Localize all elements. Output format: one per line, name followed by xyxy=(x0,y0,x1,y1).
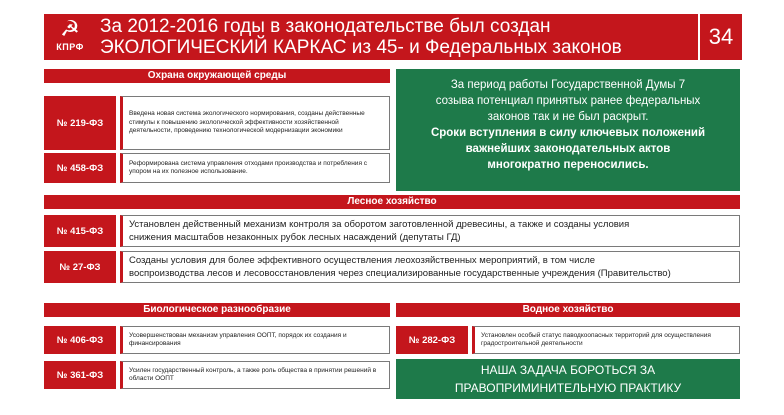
law-number: № 361-ФЗ xyxy=(44,361,116,389)
info-bold-line-2: важнейших законодательных актов xyxy=(465,143,671,155)
logo-abbreviation: КПРФ xyxy=(56,42,84,52)
law-number: № 458-ФЗ xyxy=(44,153,116,183)
info-box xyxy=(396,69,740,191)
law-text-line-2: воспроизводства лесов и лесовосстановления через специализированные государственные учреждения (Правительство) xyxy=(129,268,671,279)
biodiversity-heading: Биологическое разнообразие xyxy=(44,303,390,317)
kprf-logo xyxy=(50,17,90,57)
law-description: Реформирована система управления отходами производства и потребления с упором на их полезное использование. xyxy=(120,153,390,183)
info-line-1: За период работы Государственной Думы 7 xyxy=(450,79,686,91)
title-line-1: За 2012-2016 годы в законодательстве был создан xyxy=(100,16,551,37)
law-number: № 282-ФЗ xyxy=(396,326,468,354)
title-line-2: ЭКОЛОГИЧЕСКИЙ КАРКАС из 45- и Федеральных законов xyxy=(100,37,622,58)
law-row-219 xyxy=(44,96,390,150)
law-description: Усилен государственный контроль, а также роль общества в принятии решений в области ООПТ xyxy=(120,361,390,389)
info-line-3: законов так и не был раскрыт. xyxy=(487,111,649,123)
hammer-sickle-icon: ☭ xyxy=(60,16,80,41)
page-number: 34 xyxy=(698,14,742,60)
law-row-458 xyxy=(44,153,390,183)
law-number: № 219-ФЗ xyxy=(44,96,116,150)
forestry-heading: Лесное хозяйство xyxy=(44,195,740,209)
law-number: № 27-ФЗ xyxy=(44,251,116,283)
law-description xyxy=(120,251,740,283)
law-text-line-2: снижения масштабов незаконных рубок лесных насаждений (депутаты ГД) xyxy=(129,232,461,243)
law-number: № 415-ФЗ xyxy=(44,215,116,247)
law-text-line-1: Созданы условия для более эффективного осуществления леохозяйственных мероприятий, в том числе xyxy=(129,255,596,266)
task-line-2: ПРАВОПРИМИНИТЕЛЬНУЮ ПРАКТИКУ xyxy=(454,381,682,395)
law-number: № 406-ФЗ xyxy=(44,326,116,354)
law-row-415 xyxy=(44,215,740,247)
law-row-361 xyxy=(44,361,390,389)
task-line-1: НАША ЗАДАЧА БОРОТЬСЯ ЗА xyxy=(480,363,656,377)
slide-title xyxy=(100,16,700,58)
law-row-282 xyxy=(396,326,740,354)
law-description: Усовершенствован механизм управления ООПТ, порядок их создания и финансирования xyxy=(120,326,390,354)
law-row-406 xyxy=(44,326,390,354)
info-line-2: созыва потенциал принятых ранее федеральных xyxy=(435,95,701,107)
environment-heading: Охрана окружающей среды xyxy=(44,69,390,83)
info-bold-line-1: Сроки вступления в силу ключевых положений xyxy=(430,127,706,139)
law-description xyxy=(120,215,740,247)
law-description: Введена новая система экологического нормирования, созданы действенные стимулы к повышению экологической эффективности хозяйственной деятельности, проведению технологической модернизации экономики xyxy=(120,96,390,150)
task-box xyxy=(396,359,740,399)
slide-header xyxy=(44,14,740,60)
info-bold-line-3: многократно переносились. xyxy=(487,159,649,171)
law-row-27 xyxy=(44,251,740,283)
water-heading: Водное хозяйство xyxy=(396,303,740,317)
law-description: Установлен особый статус паводкоопасных территорий для осуществления градостроительной деятельности xyxy=(472,326,740,354)
law-text-line-1: Установлен действенный механизм контроля за оборотом заготовленной древесины, а также и созданы условия xyxy=(129,219,630,230)
